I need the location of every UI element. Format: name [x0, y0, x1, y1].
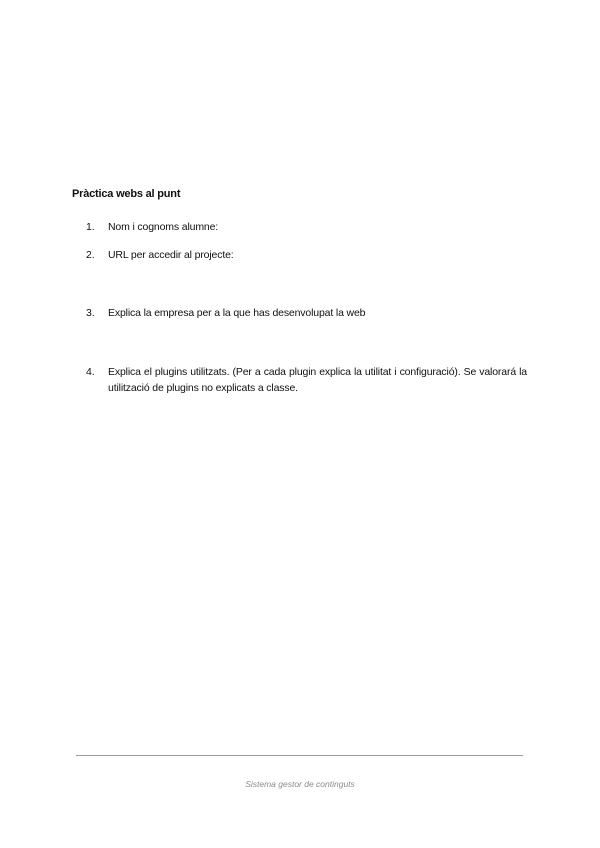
- question-number: 4.: [86, 366, 95, 378]
- question-item-1: [86, 219, 527, 235]
- question-item-4: [86, 364, 527, 396]
- footer-text: Sistema gestor de continguts: [245, 779, 355, 789]
- question-number: 1.: [86, 221, 95, 233]
- document-title: Pràctica webs al punt: [72, 188, 181, 200]
- question-item-3: [86, 305, 527, 321]
- footer-divider: [76, 755, 523, 756]
- question-text: Explica la empresa per a la que has desenvolupat la web: [108, 307, 366, 319]
- question-text: URL per accedir al projecte:: [108, 249, 234, 261]
- question-number: 3.: [86, 307, 95, 319]
- question-text: Explica el plugins utilitzats. (Per a cada plugin explica la utilitat i configuració). Se valorará la utilització de plugins no explicats a classe.: [108, 366, 527, 394]
- question-text: Nom i cognoms alumne:: [108, 221, 219, 233]
- question-number: 2.: [86, 249, 95, 261]
- question-item-2: [86, 247, 527, 263]
